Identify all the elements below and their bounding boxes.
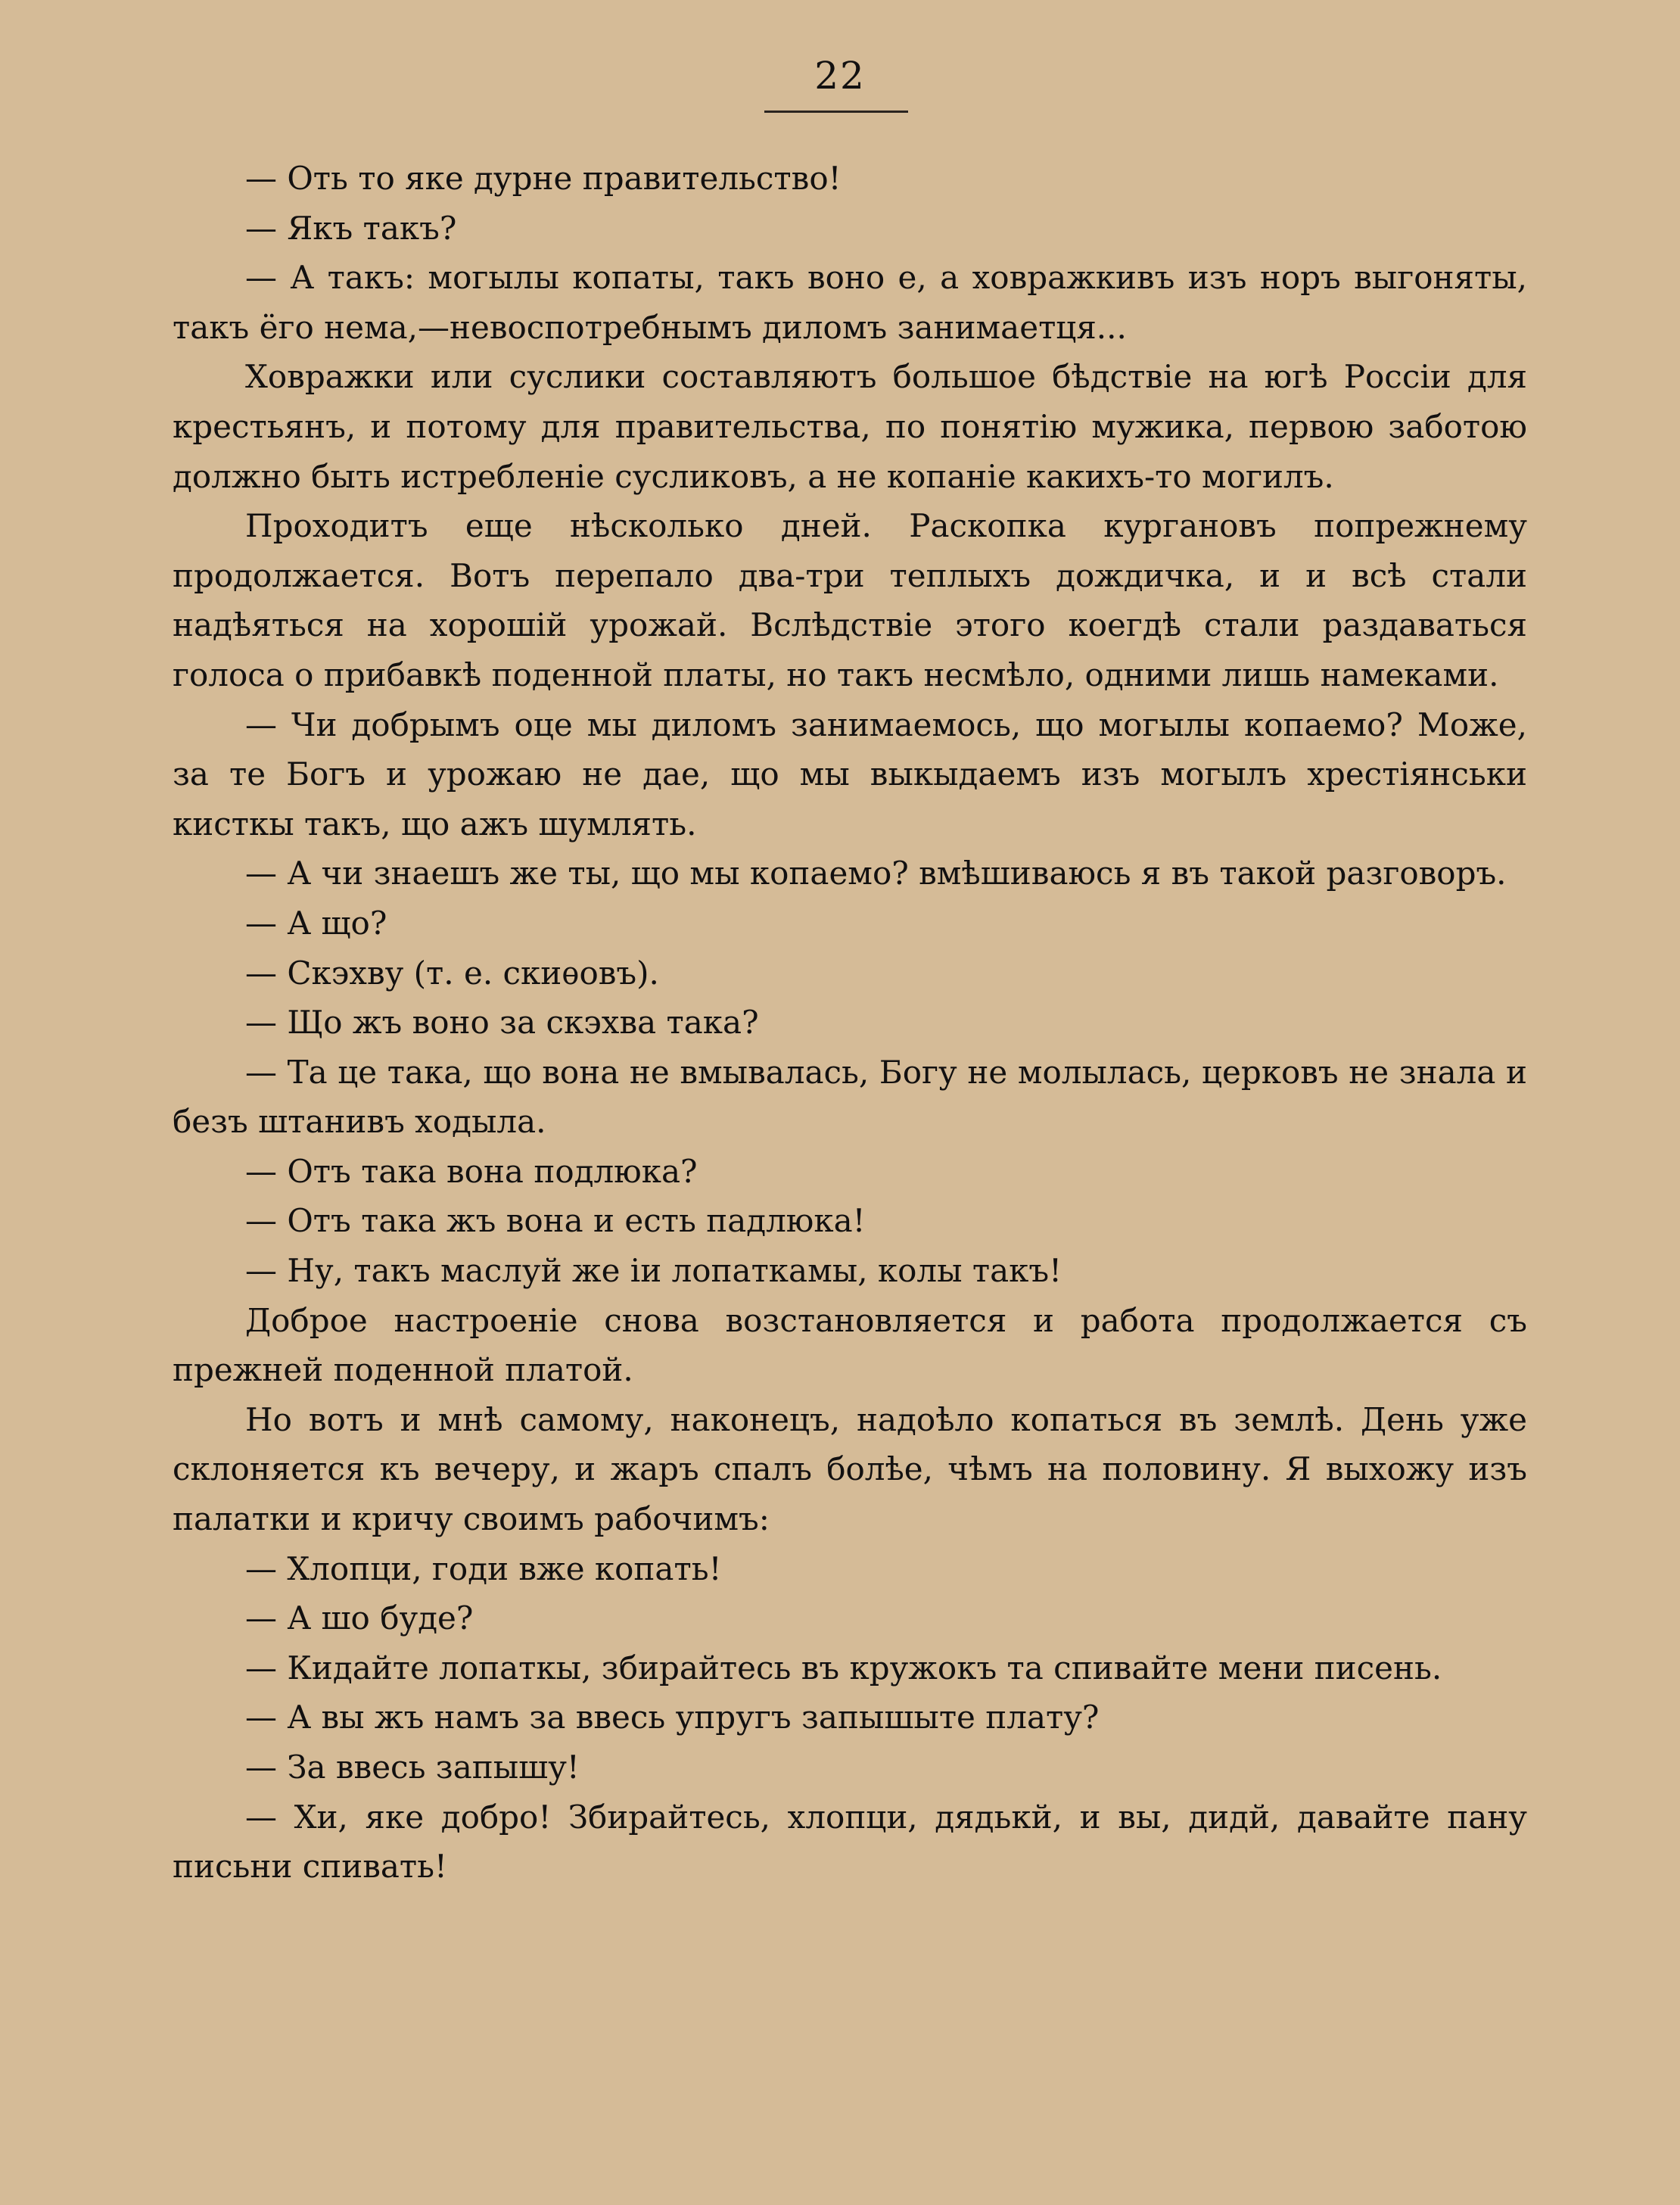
paragraph: — Отъ така жъ вона и есть падлюка! bbox=[245, 1202, 866, 1240]
paragraph: — А чи знаешъ же ты, що мы копаемо? вмѣшиваюсь я въ такой разговоръ. bbox=[245, 855, 1507, 892]
paragraph: Доброе настроеніе снова возстановляется и работа продолжается съ прежней поденной платой. bbox=[173, 1301, 1527, 1389]
paragraph: Но вотъ и мнѣ самому, наконецъ, надоѣло копаться въ землѣ. День уже склоняется къ вечеру, и жаръ спалъ болѣе, чѣмъ на половину. Я выхожу изъ палатки и кричу своимъ рабочимъ: bbox=[173, 1400, 1527, 1538]
paragraph: — А що? bbox=[245, 904, 387, 942]
page-number-rule bbox=[764, 111, 908, 113]
page-number: 22 bbox=[814, 54, 866, 98]
paragraph: — Хлопци, годи вже копать! bbox=[245, 1549, 722, 1587]
paragraph: — Хи, яке добро! Збирайтесь, хлопци, дядькй, и вы, дидй, давайте пану письни спивать! bbox=[173, 1798, 1527, 1886]
paragraph: — Оть то яке дурне правительство! bbox=[245, 160, 842, 197]
paragraph: — Кидайте лопаткы, збирайтесь въ кружокъ та спивайте мени писень. bbox=[245, 1649, 1442, 1686]
paragraph: — Чи добрымъ оце мы диломъ занимаемось, що могылы копаемо? Може, за те Богъ и урожаю не дае, що мы выкыдаемъ изъ могылъ хрестіянськи кисткы такъ, що ажъ шумлять. bbox=[173, 705, 1527, 842]
paragraph: — Та це така, що вона не вмывалась, Богу не молылась, церковъ не знала и безъ штанивъ ходыла. bbox=[173, 1053, 1527, 1141]
paragraph: Проходитъ еще нѣсколько дней. Раскопка кургановъ попрежнему продолжается. Вотъ перепало два-три теплыхъ дождичка, и и всѣ стали надѣяться на хорошій урожай. Вслѣдствіе этого коегдѣ стали раздаваться голоса о прибавкѣ поденной платы, но такъ несмѣло, одними лишь намеками. bbox=[173, 507, 1527, 693]
paragraph: — Скэхву (т. е. скиѳовъ). bbox=[245, 954, 659, 992]
paragraph: — Якъ такъ? bbox=[245, 209, 457, 247]
paragraph: — Отъ така вона подлюка? bbox=[245, 1152, 698, 1190]
paragraph: — А такъ: могылы копаты, такъ воно е, а ховражкивъ изъ норъ выгоняты, такъ ёго нема,—невоспотребнымъ диломъ занимаетця... bbox=[173, 259, 1527, 346]
paragraph: Ховражки или суслики составляютъ большое бѣдствіе на югѣ Россіи для крестьянъ, и потому для правительства, по понятію мужика, первою заботою должно быть истребленіе сусликовъ, а не копаніе какихъ-то могилъ. bbox=[173, 358, 1527, 495]
page-text bbox=[173, 154, 1527, 1892]
paragraph: — Ну, такъ маслуй же іи лопаткамы, колы такъ! bbox=[245, 1252, 1062, 1290]
paragraph: — А вы жъ намъ за ввесь упругъ запышыте плату? bbox=[245, 1699, 1100, 1736]
paragraph: — Що жъ воно за скэхва така? bbox=[245, 1004, 759, 1042]
paragraph: — За ввесь запышу! bbox=[245, 1749, 580, 1786]
paragraph: — А шо буде? bbox=[245, 1599, 474, 1637]
